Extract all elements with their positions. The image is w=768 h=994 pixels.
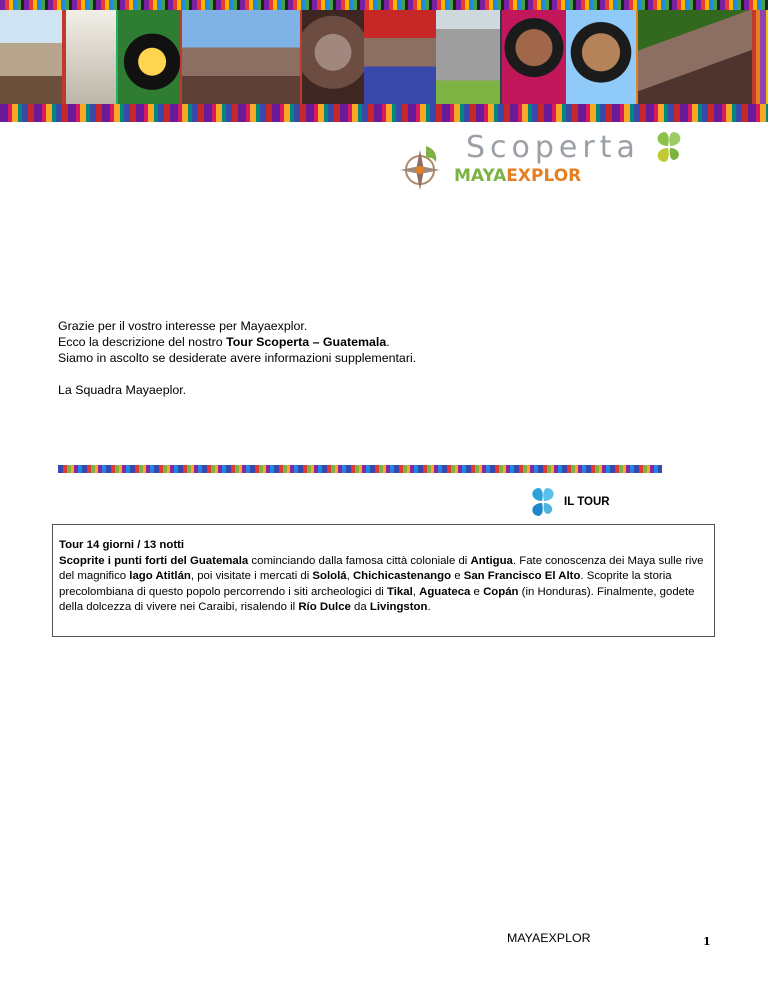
header-banner — [0, 0, 768, 122]
tour-desc-t9: (in Honduras). Finalmente, godete della dolcezza di vivere nei Caraibi, risalendo il — [59, 585, 695, 613]
logo-brand — [454, 166, 581, 186]
place-chichicastenango: Chichicastenango — [352, 570, 452, 582]
photo-statue — [66, 10, 116, 104]
place-antigua: Antigua — [470, 554, 513, 567]
place-tikal: Tikal — [387, 585, 413, 598]
butterfly-icon — [528, 487, 558, 517]
place-copan: Copán — [483, 585, 519, 598]
intro-line-3: Siamo in ascolto se desiderate avere informazioni supplementari. — [58, 351, 417, 365]
tour-desc-t6: . Scoprite la storia precolombiana di questo popolo percorrendo i siti archeologici di — [59, 570, 672, 598]
intro-signature: La Squadra Mayaeplor. — [58, 383, 187, 397]
place-rio-dulce: Río Dulce — [298, 601, 351, 613]
intro-line-2-text: Ecco la descrizione del nostro — [58, 335, 227, 349]
textile-divider — [58, 465, 662, 473]
place-atitlan: lago Atitlán — [129, 570, 191, 582]
tour-description — [59, 554, 708, 616]
footer-brand: MAYAEXPLOR — [507, 931, 591, 945]
photo-colonial-street — [0, 10, 62, 104]
butterfly-leaf-icon — [652, 130, 686, 164]
photo-volcano — [182, 10, 300, 104]
photo-elder-man — [364, 10, 436, 104]
intro-tour-name: Tour Scoperta – Guatemala — [226, 335, 387, 349]
photo-maya-mask — [302, 10, 364, 104]
photo-maya-woman — [502, 10, 566, 104]
logo-brand-prefix: MAYA — [454, 166, 507, 186]
photo-tikal-temple — [436, 10, 500, 104]
tour-desc-t10: da — [350, 601, 370, 613]
place-san-francisco: San Francisco El Alto — [463, 570, 581, 582]
logo-brand-suffix: EXPLOR — [506, 166, 582, 186]
tour-desc-t7: , — [412, 585, 420, 598]
mayaexplor-logo — [396, 128, 696, 192]
intro-line-2 — [58, 334, 416, 350]
compass-icon — [396, 142, 454, 202]
place-livingston: Livingston — [369, 601, 428, 613]
tour-desc-t2: . Fate conoscenza dei Maya sulle rive del magnifico — [59, 554, 704, 582]
page-number: 1 — [703, 935, 711, 948]
tour-desc-t4: , — [346, 570, 353, 582]
textile-border-top — [0, 0, 768, 10]
tour-heading-label: IL TOUR — [564, 496, 610, 508]
place-solola: Sololá — [312, 570, 347, 582]
intro-line-1: Grazie per il vostro interesse per Mayaexplor. — [58, 319, 308, 333]
intro-line-2-end: . — [386, 335, 390, 349]
tour-duration-text: Tour 14 giorni / 13 notti — [59, 539, 185, 551]
tour-desc-t8: e — [470, 585, 484, 598]
intro-letter — [58, 318, 416, 398]
tour-duration — [59, 538, 708, 554]
tour-desc-t3: , poi visitate i mercati di — [190, 570, 313, 582]
photo-child — [566, 10, 636, 104]
photo-toucan — [118, 10, 180, 104]
tour-desc-t11: . — [427, 601, 431, 613]
tour-desc-t1: cominciando dalla famosa città coloniale di — [248, 554, 471, 567]
place-aguateca: Aguateca — [419, 585, 471, 598]
logo-title: Scoperta — [466, 130, 640, 165]
photo-jungle-tree — [638, 10, 752, 104]
tour-description-box — [52, 524, 715, 637]
tour-section-heading — [528, 488, 610, 516]
textile-border-bottom — [0, 104, 768, 122]
tour-desc-t5: e — [451, 570, 464, 582]
tour-desc-b1: Scoprite i punti forti del Guatemala — [59, 554, 249, 567]
